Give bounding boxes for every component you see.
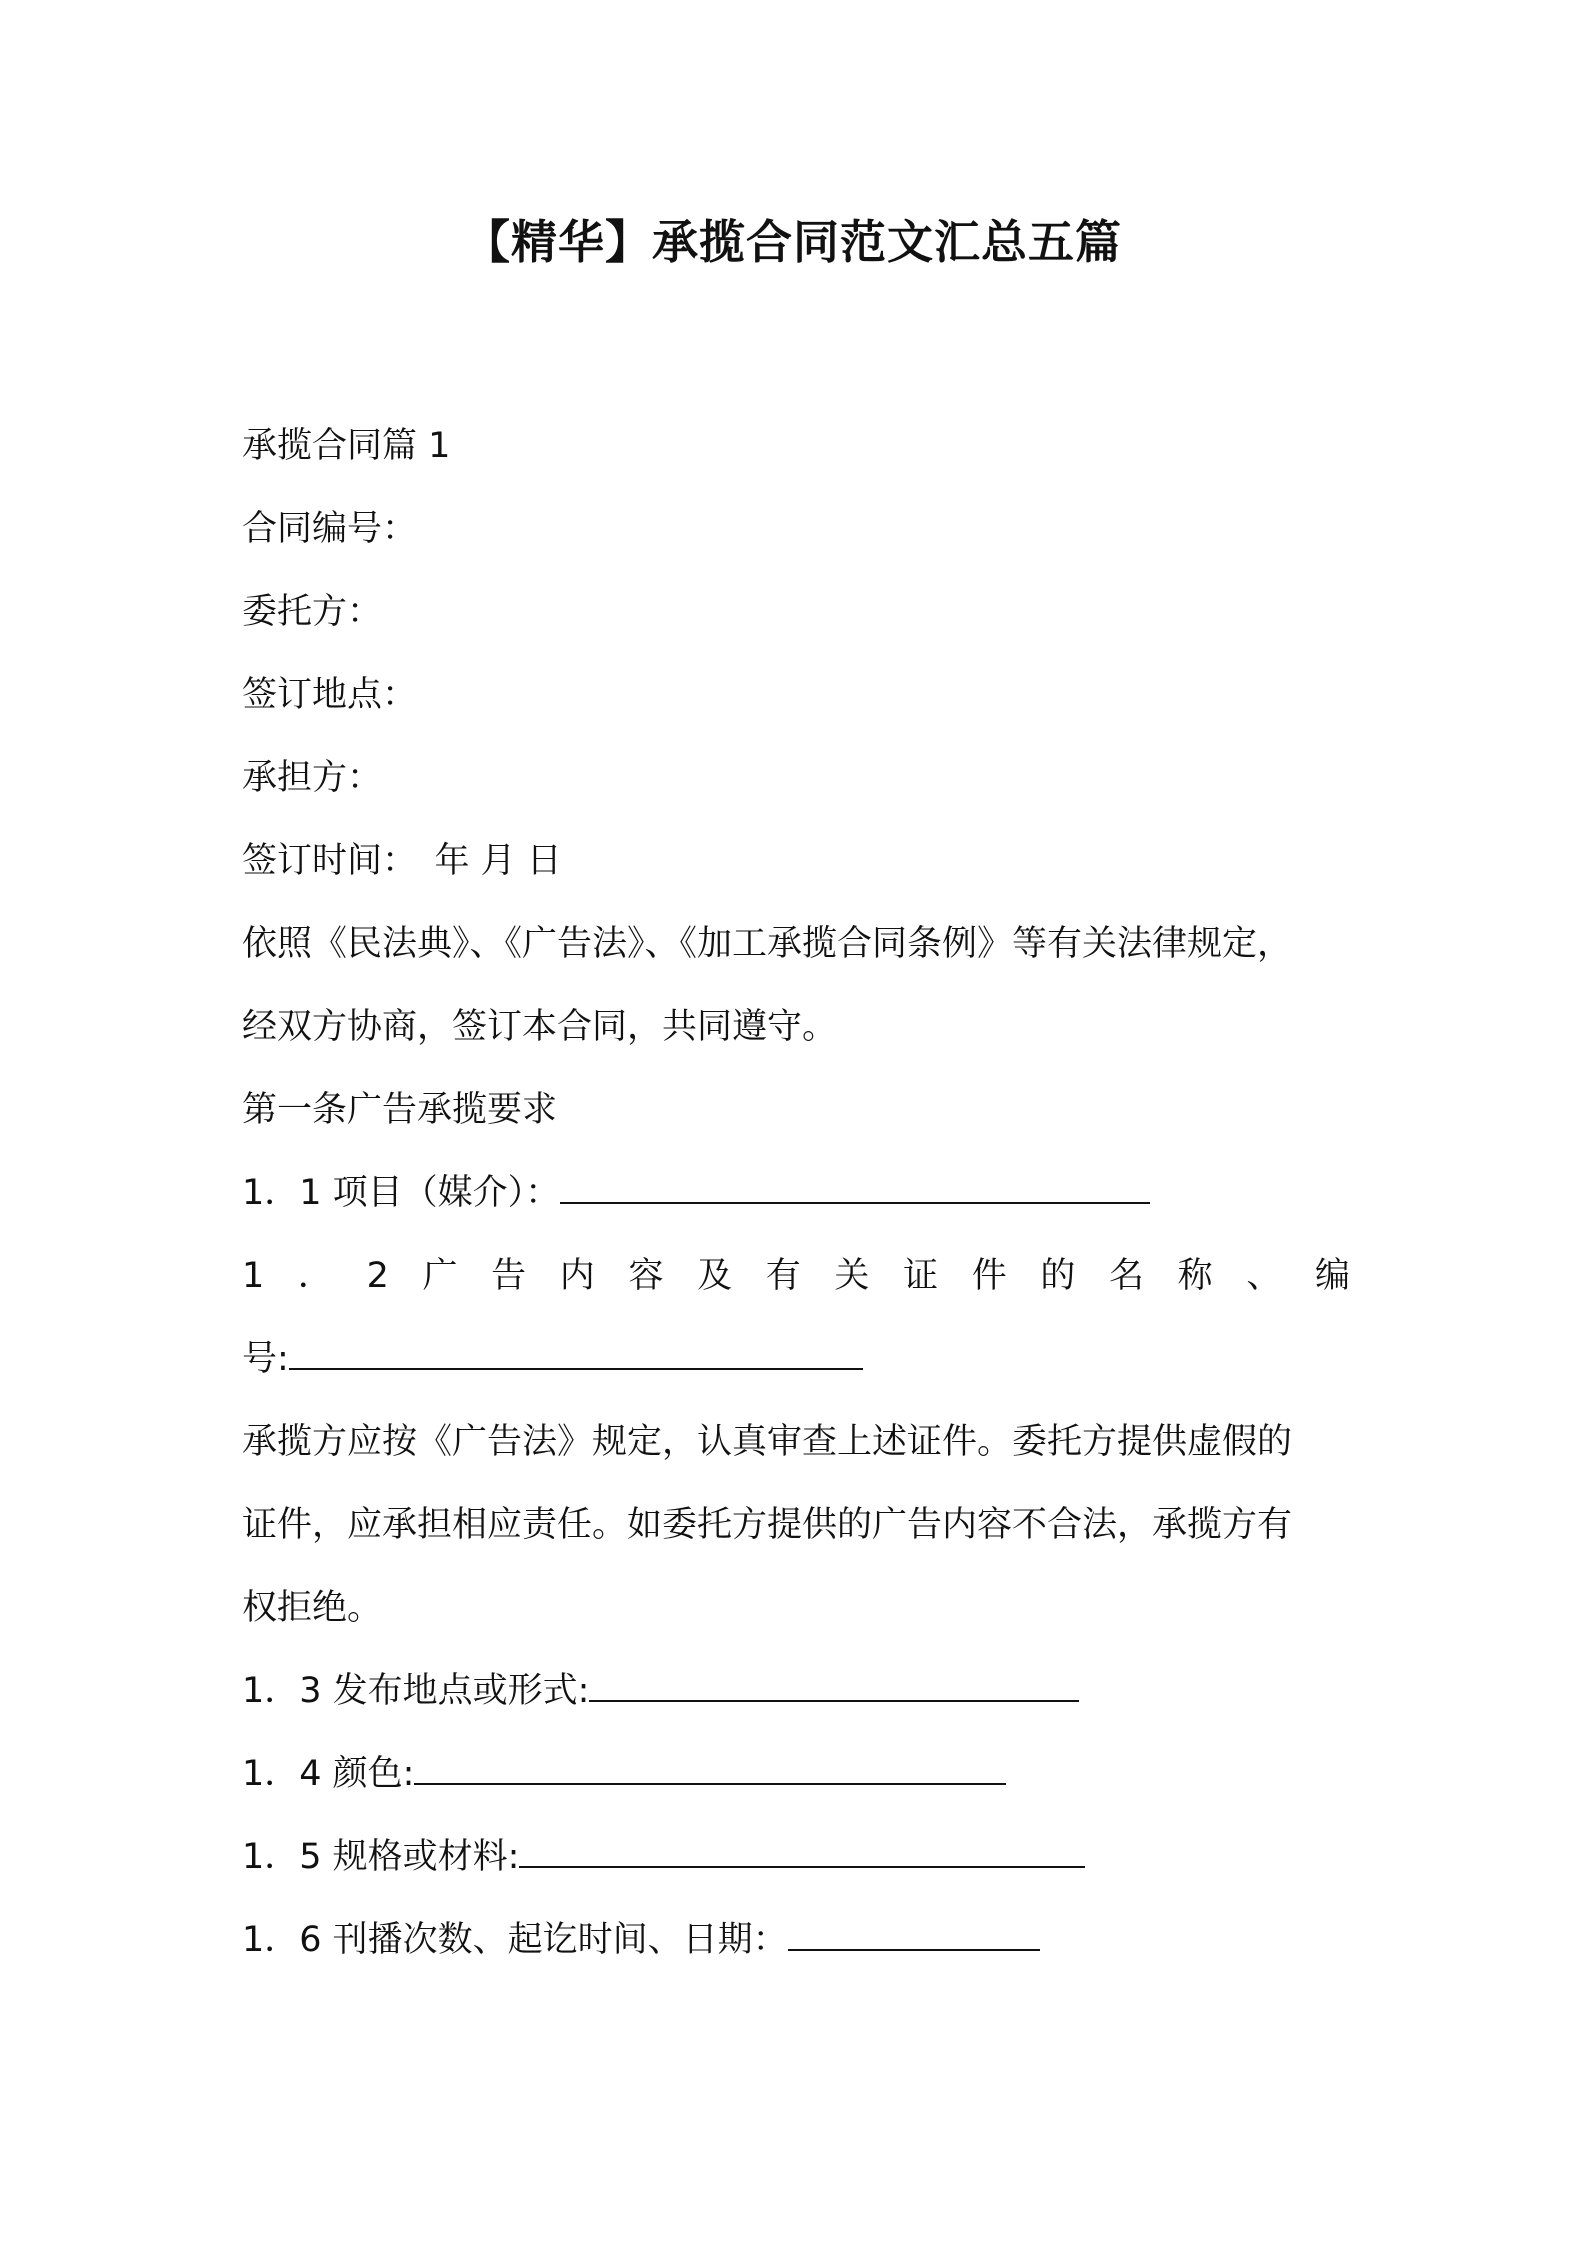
clause-label: 号: (242, 1339, 289, 1379)
document-title: 【精华】承揽合同范文汇总五篇 (464, 215, 1122, 269)
fill-blank (560, 1172, 1150, 1204)
fill-blank (289, 1338, 863, 1370)
clause-1-2: 1．2广告内容及有关证件的名称、编 (242, 1256, 1352, 1296)
clause-label: 1．4 颜色: (242, 1754, 415, 1794)
contractor-label: 承担方： (242, 758, 383, 798)
paragraph-line: 权拒绝。 (242, 1588, 383, 1628)
paragraph-line: 依照《民法典》、《广告法》、《加工承揽合同条例》等有关法律规定， (242, 924, 1293, 964)
section-heading: 承揽合同篇 1 (242, 426, 451, 466)
clause-1-5 (242, 1816, 1352, 1899)
clause-1-3 (242, 1650, 1352, 1733)
contract-number-label: 合同编号： (242, 509, 418, 549)
clause-1-6 (242, 1899, 1352, 1982)
clause-1-2-continued (242, 1318, 1352, 1401)
fill-blank (519, 1836, 1085, 1868)
fill-blank (414, 1753, 1006, 1785)
paragraph-line: 承揽方应按《广告法》规定，认真审查上述证件。委托方提供虚假的 (242, 1422, 1293, 1462)
clause-label: 1．3 发布地点或形式: (242, 1671, 590, 1711)
fill-blank (788, 1919, 1040, 1951)
paragraph-line: 证件，应承担相应责任。如委托方提供的广告内容不合法，承揽方有 (242, 1505, 1293, 1545)
article-heading: 第一条广告承揽要求 (242, 1090, 558, 1130)
signing-place-label: 签订地点： (242, 675, 418, 715)
clause-label: 1．6 刊播次数、起讫时间、日期： (242, 1920, 788, 1960)
clause-label: 1．5 规格或材料: (242, 1837, 520, 1877)
signing-date-label: 签订时间： 年 月 日 (242, 841, 562, 881)
clause-1-4 (242, 1733, 1352, 1816)
document-body (242, 405, 1352, 1982)
fill-blank (589, 1670, 1079, 1702)
clause-label: 1．1 项目（媒介）： (242, 1173, 561, 1213)
paragraph-line: 经双方协商，签订本合同，共同遵守。 (242, 1007, 838, 1047)
client-label: 委托方： (242, 592, 383, 632)
clause-1-1 (242, 1152, 1352, 1235)
